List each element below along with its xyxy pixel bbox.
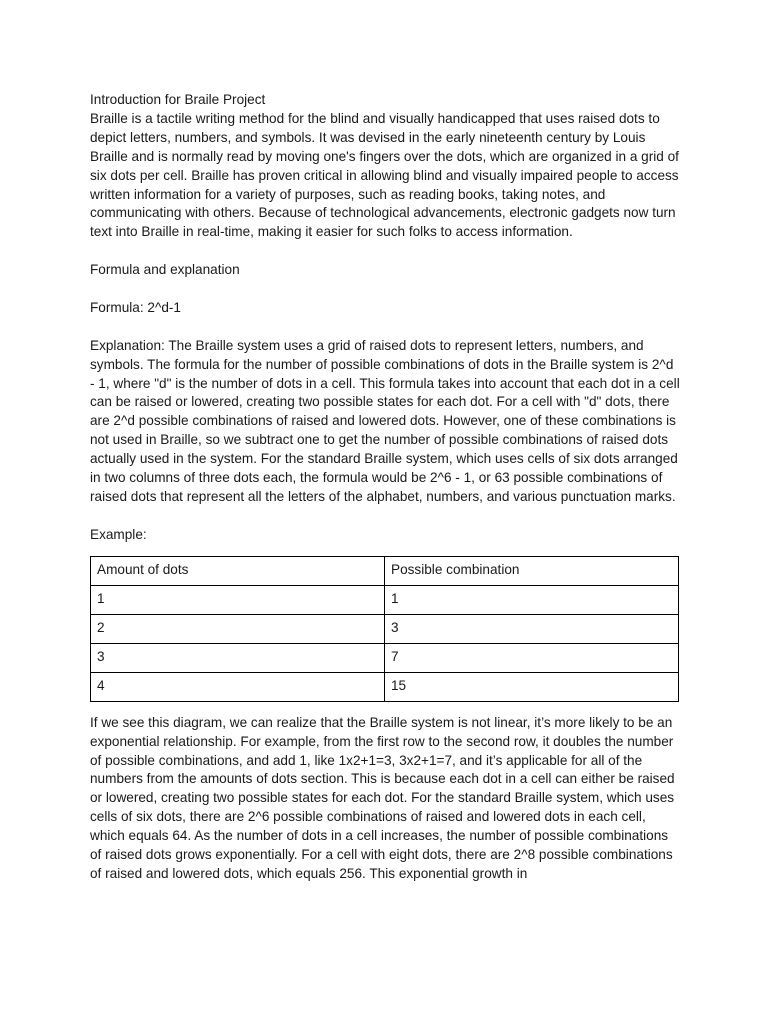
paragraph-gap	[90, 280, 680, 299]
intro-paragraph: Braille is a tactile writing method for the blind and visually handicapped that uses raised dots to depict letters, numbers, and symbols. It was devised in the early nineteenth century by Louis Braille and is normally read by moving one's fingers over the dots, which are organized in a grid of six dots per cell. Braille has proven critical in allowing blind and visually impaired people to access written information for a variety of purposes, such as reading books, taking notes, and communicating with others. Because of technological advancements, electronic gadgets now turn text into Braille in real-time, making it easier for such folks to access information.	[90, 110, 679, 240]
formula-line: Formula: 2^d-1	[90, 299, 181, 315]
section-heading: Formula and explanation	[90, 262, 240, 278]
table-cell: 15	[385, 672, 679, 701]
document-page	[90, 91, 680, 884]
table-cell: 1	[91, 585, 385, 614]
table-cell: 3	[91, 643, 385, 672]
explanation-paragraph: Explanation: The Braille system uses a grid of raised dots to represent letters, numbers, and symbols. The formula for the number of possible combinations of dots in the Braille system is 2^d - 1, where "d" is the number of dots in a cell. This formula takes into account that each dot in a cell can be raised or lowered, creating two possible states for each dot. For a cell with "d" dots, there are 2^d possible combinations of raised and lowered dots. However, one of these combinations is not used in Braille, so we subtract one to get the number of possible combinations of raised dots actually used in the system. For the standard Braille system, which uses cells of six dots arranged in two columns of three dots each, the formula would be 2^6 - 1, or 63 possible combinations of raised dots that represent all the letters of the alphabet, numbers, and various punctuation marks.	[90, 337, 680, 504]
table-cell: 7	[385, 643, 679, 672]
analysis-paragraph: If we see this diagram, we can realize that the Braille system is not linear, it’s more likely to be an exponential relationship. For example, from the first row to the second row, it doubles the number of possible combinations, and add 1, like 1x2+1=3, 3x2+1=7, and it’s applicable for all of the numbers from the amounts of dots section. This is because each dot in a cell can either be raised or lowered, creating two possible states for each dot. For the standard Braille system, which uses cells of six dots, there are 2^6 possible combinations of raised and lowered dots in each cell, which equals 64. As the number of dots in a cell increases, the number of possible combinations of raised dots grows exponentially. For a cell with eight dots, there are 2^8 possible combinations of raised and lowered dots, which equals 256. This exponential growth in	[90, 714, 675, 881]
paragraph-gap	[90, 318, 680, 337]
table-cell: 4	[91, 672, 385, 701]
table-header-cell: Amount of dots	[91, 556, 385, 585]
document-title: Introduction for Braile Project	[90, 92, 266, 107]
table-row	[91, 643, 679, 672]
table-cell: 2	[91, 614, 385, 643]
table-row	[91, 672, 679, 701]
table-cell: 1	[385, 585, 679, 614]
paragraph-gap	[90, 507, 680, 526]
table-row	[91, 614, 679, 643]
paragraph-gap	[90, 242, 680, 261]
table-header-row	[91, 556, 679, 585]
table-header-cell: Possible combination	[385, 556, 679, 585]
dots-combination-table	[90, 556, 679, 702]
example-label: Example:	[90, 526, 147, 542]
table-row	[91, 585, 679, 614]
table-cell: 3	[385, 614, 679, 643]
